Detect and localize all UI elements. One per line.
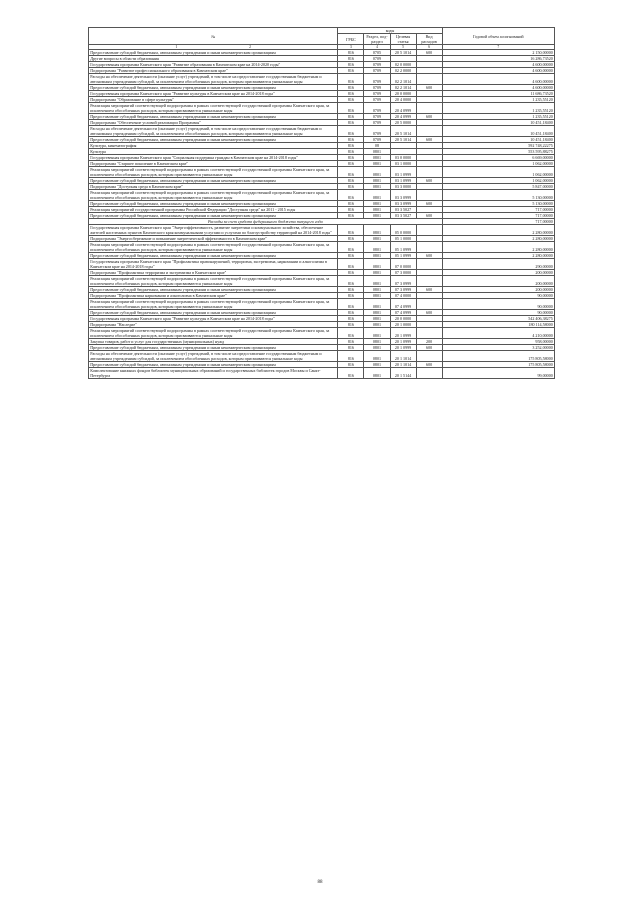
cell-grbs: 816 xyxy=(338,149,364,155)
cell-name: Реализация мероприятий соответствующей подпрограммы в рамках соответствующей государственной программы Камчатского края, за исключением обособленных расходов, которым присваиваются уникальные коды xyxy=(89,190,338,201)
cell-amount: 717,00000 xyxy=(442,213,554,219)
cell-target-article: 05 1 0999 xyxy=(390,253,416,259)
cell-target-article: 20 5 1014 xyxy=(390,50,416,56)
cell-name: Предоставление субсидий бюджетным, автономным учреждениям и иным некоммерческим организациям xyxy=(89,114,338,120)
cell-expense-type xyxy=(416,276,442,287)
cell-target-article: 20 1 5144 xyxy=(390,368,416,379)
cell-grbs: 816 xyxy=(338,299,364,310)
cell-target-article: 20 1 0999 xyxy=(390,345,416,351)
cell-grbs: 816 xyxy=(338,62,364,68)
cell-grbs: 816 xyxy=(338,155,364,161)
cell-section: 0801 xyxy=(364,345,390,351)
cell-section: 0709 xyxy=(364,120,390,126)
cell-grbs: 816 xyxy=(338,68,364,74)
cell-grbs: 816 xyxy=(338,207,364,213)
cell-section: 0801 xyxy=(364,201,390,207)
cell-expense-type: 600 xyxy=(416,114,442,120)
cell-target-article: 03 3 5027 xyxy=(390,207,416,213)
cell-name: Предоставление субсидий бюджетным, автономным учреждениям и иным некоммерческим организациям xyxy=(89,345,338,351)
cell-section: 0801 xyxy=(364,368,390,379)
cell-grbs: 816 xyxy=(338,259,364,270)
cell-name: Подпрограмма "Развитие профессионального образования в Камчатском крае" xyxy=(89,68,338,74)
cell-target-article: 20 1 1014 xyxy=(390,351,416,362)
cell-section: 0801 xyxy=(364,236,390,242)
cell-amount: 10 451,18400 xyxy=(442,126,554,137)
cell-expense-type: 600 xyxy=(416,201,442,207)
cell-name: Реализация мероприятий соответствующей подпрограммы в рамках соответствующей государственной программы Камчатского края, за исключением обособленных расходов, которым присваиваются уникальные коды xyxy=(89,276,338,287)
cell-expense-type xyxy=(416,242,442,253)
cell-target-article: 03 1 0999 xyxy=(390,167,416,178)
cell-target-article: 20 1 0000 xyxy=(390,322,416,328)
cell-grbs: 816 xyxy=(338,287,364,293)
cell-name: Предоставление субсидий бюджетным, автономным учреждениям и иным некоммерческим организациям xyxy=(89,310,338,316)
cell-section: 0801 xyxy=(364,316,390,322)
cell-grbs: 816 xyxy=(338,293,364,299)
cell-expense-type xyxy=(416,103,442,114)
cell-name: Подпрограмма "Обеспечение условий реализации Программы" xyxy=(89,120,338,126)
cell-amount: 1 235,55120 xyxy=(442,114,554,120)
cell-section: 0801 xyxy=(364,259,390,270)
cell-section: 0801 xyxy=(364,161,390,167)
cell-amount: 2 280,00000 xyxy=(442,242,554,253)
cell-target-article: 20 5 0000 xyxy=(390,120,416,126)
cell-amount: 4 600,00000 xyxy=(442,62,554,68)
cell-section: 0801 xyxy=(364,299,390,310)
table-row xyxy=(89,299,555,310)
cell-amount: 4 600,00000 xyxy=(442,74,554,85)
cell-expense-type: 600 xyxy=(416,213,442,219)
cell-expense-type xyxy=(416,259,442,270)
cell-section: 0801 xyxy=(364,149,390,155)
cell-amount: 2 150,00000 xyxy=(442,50,554,56)
table-row xyxy=(89,259,555,270)
cell-amount: 180 114,58000 xyxy=(442,322,554,328)
cell-grbs: 816 xyxy=(338,103,364,114)
cell-name: Культура xyxy=(89,149,338,155)
cell-name: Культура, кинематография xyxy=(89,143,338,149)
cell-target-article: 20 4 0999 xyxy=(390,114,416,120)
cell-name: Реализация мероприятий государственной программы Российской Федерации "Доступная среда" на 2011 - 2015 годы xyxy=(89,207,338,213)
cell-grbs: 816 xyxy=(338,276,364,287)
cell-section: 0801 xyxy=(364,242,390,253)
cell-target-article: 20 5 1014 xyxy=(390,137,416,143)
cell-section: 0801 xyxy=(364,287,390,293)
cell-grbs: 816 xyxy=(338,114,364,120)
cell-grbs: 816 xyxy=(338,56,364,62)
cell-grbs: 816 xyxy=(338,253,364,259)
cell-expense-type: 600 xyxy=(416,137,442,143)
cell-target-article: 03 3 0000 xyxy=(390,184,416,190)
cell-amount: 90,00000 xyxy=(442,293,554,299)
cell-section: 0705 xyxy=(364,50,390,56)
cell-amount: 4 210,00000 xyxy=(442,328,554,339)
header-section: Раздел, под-раздел xyxy=(364,34,390,45)
column-index: 7 xyxy=(442,45,554,50)
cell-grbs: 816 xyxy=(338,126,364,137)
cell-expense-type: 200 xyxy=(416,339,442,345)
column-index: 1 2 xyxy=(89,45,338,50)
cell-amount: 90,00000 xyxy=(442,299,554,310)
table-row xyxy=(89,74,555,85)
cell-amount: 553 595,88275 xyxy=(442,149,554,155)
column-index: 4 xyxy=(364,45,390,50)
cell-amount: 5 847,00000 xyxy=(442,184,554,190)
cell-amount: 200,00000 xyxy=(442,276,554,287)
cell-target-article: 03 1 0999 xyxy=(390,178,416,184)
cell-grbs: 816 xyxy=(338,137,364,143)
cell-amount: 5 130,00000 xyxy=(442,190,554,201)
cell-name: Комплектование книжных фондов библиотек муниципальных образований и государственных библиотек городов Москвы и Санкт-Петербурга xyxy=(89,368,338,379)
cell-expense-type xyxy=(416,368,442,379)
cell-name: Государственная программа Камчатского края "Развитие культуры в Камчатском крае на 2014-2018 годы" xyxy=(89,91,338,97)
cell-section: 0709 xyxy=(364,91,390,97)
cell-target-article: 05 0 0000 xyxy=(390,225,416,236)
cell-name: Государственная программа Камчатского края "Профилактика правонарушений, терроризма, экстремизма, наркомании и алкоголизма в Камчатском крае на 2014-2018 годы" xyxy=(89,259,338,270)
cell-amount: 4 600,00000 xyxy=(442,85,554,91)
cell-target-article: 03 1 0000 xyxy=(390,161,416,167)
cell-amount: 10 451,18400 xyxy=(442,137,554,143)
cell-expense-type xyxy=(416,167,442,178)
cell-grbs: 816 xyxy=(338,368,364,379)
header-codes: коды xyxy=(338,28,442,34)
cell-target-article: 02 2 1014 xyxy=(390,85,416,91)
cell-target-article: 20 4 0999 xyxy=(390,103,416,114)
cell-amount: 200,00000 xyxy=(442,287,554,293)
cell-section: 0801 xyxy=(364,213,390,219)
cell-section: 0709 xyxy=(364,114,390,120)
cell-name: Предоставление субсидий бюджетным, автономным учреждениям и иным некоммерческим организациям xyxy=(89,253,338,259)
cell-section: 0709 xyxy=(364,85,390,91)
budget-table xyxy=(88,27,555,379)
cell-name: Государственная программа Камчатского края "Развитие культуры в Камчатском крае на 2014-2018 годы" xyxy=(89,316,338,322)
cell-expense-type: 600 xyxy=(416,253,442,259)
cell-section: 0801 xyxy=(364,270,390,276)
table-header-row xyxy=(89,28,555,34)
cell-name: Расходы на обеспечение деятельности (оказание услуг) учреждений, в том числе на предоставление государственным бюджетным и автономным учреждениям субсидий, за исключением обособленных расходов, которым присваиваются уникальные коды xyxy=(89,74,338,85)
header-annual-amount: Годовой объем ассигнований xyxy=(442,28,554,45)
cell-section: 0801 xyxy=(364,253,390,259)
cell-expense-type: 600 xyxy=(416,287,442,293)
table-row xyxy=(89,276,555,287)
cell-expense-type: 600 xyxy=(416,362,442,368)
cell-target-article: 03 0 0000 xyxy=(390,155,416,161)
column-index: 3 xyxy=(338,45,364,50)
cell-target-article: 03 3 0999 xyxy=(390,201,416,207)
cell-amount: 3 252,00000 xyxy=(442,345,554,351)
cell-grbs: 816 xyxy=(338,270,364,276)
table-row xyxy=(89,190,555,201)
cell-section: 0709 xyxy=(364,74,390,85)
cell-section: 0709 xyxy=(364,103,390,114)
cell-name: Реализация мероприятий соответствующей подпрограммы в рамках соответствующей государственной программы Камчатского края, за исключением обособленных расходов, которым присваиваются уникальные коды xyxy=(89,242,338,253)
table-row xyxy=(89,368,555,379)
cell-target-article: 05 1 0000 xyxy=(390,236,416,242)
header-target-article: Целевая статья xyxy=(390,34,416,45)
cell-section: 0801 xyxy=(364,328,390,339)
cell-target-article: 20 5 1014 xyxy=(390,126,416,137)
cell-grbs: 816 xyxy=(338,362,364,368)
cell-amount: 10 451,18400 xyxy=(442,120,554,126)
cell-name: Расходы на обеспечение деятельности (оказание услуг) учреждений, в том числе на предоставление государственным бюджетным и автономным учреждениям субсидий, за исключением обособленных расходов, которым присваиваются уникальные коды xyxy=(89,126,338,137)
cell-name: Подпрограмма "Наследие" xyxy=(89,322,338,328)
cell-name: Подпрограмма "Образование в сфере культуры" xyxy=(89,97,338,103)
cell-grbs: 816 xyxy=(338,190,364,201)
cell-section: 0801 xyxy=(364,225,390,236)
cell-grbs: 816 xyxy=(338,345,364,351)
cell-grbs: 816 xyxy=(338,97,364,103)
cell-amount: 175 805,58000 xyxy=(442,351,554,362)
cell-section: 0709 xyxy=(364,62,390,68)
cell-section: 0709 xyxy=(364,137,390,143)
cell-name: Подпрограмма "Профилактика наркомании и алкоголизма в Камчатском крае" xyxy=(89,293,338,299)
table-row xyxy=(89,242,555,253)
cell-grbs: 816 xyxy=(338,351,364,362)
cell-expense-type xyxy=(416,351,442,362)
cell-expense-type: 600 xyxy=(416,345,442,351)
page-number: 88 xyxy=(317,880,323,885)
cell-target-article: 07 3 0000 xyxy=(390,270,416,276)
cell-section: 0709 xyxy=(364,56,390,62)
table-row xyxy=(89,225,555,236)
cell-section: 0801 xyxy=(364,351,390,362)
cell-grbs: 816 xyxy=(338,328,364,339)
cell-target-article: 20 0 0000 xyxy=(390,91,416,97)
cell-amount: 2 280,00000 xyxy=(442,225,554,236)
cell-name: Предоставление субсидий бюджетным, автономным учреждениям и иным некоммерческим организациям xyxy=(89,50,338,56)
cell-section: 0801 xyxy=(364,178,390,184)
cell-grbs: 816 xyxy=(338,225,364,236)
cell-section: 0801 xyxy=(364,276,390,287)
cell-expense-type xyxy=(416,225,442,236)
cell-name: Реализация мероприятий соответствующей подпрограммы в рамках соответствующей государственной программы Камчатского края, за исключением обособленных расходов, которым присваиваются уникальные коды xyxy=(89,328,338,339)
cell-grbs: 816 xyxy=(338,310,364,316)
cell-target-article: 20 4 0000 xyxy=(390,97,416,103)
cell-grbs: 816 xyxy=(338,161,364,167)
cell-target-article: 20 1 1014 xyxy=(390,362,416,368)
cell-grbs: 816 xyxy=(338,120,364,126)
cell-section: 0801 xyxy=(364,207,390,213)
cell-section: 0801 xyxy=(364,362,390,368)
cell-section: 0709 xyxy=(364,97,390,103)
cell-target-article: 05 1 0999 xyxy=(390,242,416,253)
cell-name: Предоставление субсидий бюджетным, автономным учреждениям и иным некоммерческим организациям xyxy=(89,178,338,184)
cell-grbs: 816 xyxy=(338,201,364,207)
cell-amount: 4 600,00000 xyxy=(442,68,554,74)
cell-section: 0801 xyxy=(364,310,390,316)
cell-name: Предоставление субсидий бюджетным, автономным учреждениям и иным некоммерческим организациям xyxy=(89,137,338,143)
cell-expense-type xyxy=(416,328,442,339)
cell-expense-type xyxy=(416,299,442,310)
cell-section: 0801 xyxy=(364,322,390,328)
cell-target-article: 07 0 0000 xyxy=(390,259,416,270)
cell-amount: 90,00000 xyxy=(442,310,554,316)
cell-amount: 11 686,73520 xyxy=(442,91,554,97)
cell-name: Подпрограмма "Профилактика терроризма и экстремизма в Камчатском крае" xyxy=(89,270,338,276)
cell-amount: 5 130,00000 xyxy=(442,201,554,207)
cell-name: Предоставление субсидий бюджетным, автономным учреждениям и иным некоммерческим организациям xyxy=(89,287,338,293)
table-row xyxy=(89,167,555,178)
cell-amount: 6 669,00000 xyxy=(442,155,554,161)
row-note: Расходы за счет средств федерального бюджета текущего года xyxy=(89,219,443,225)
cell-target-article: 03 3 0999 xyxy=(390,190,416,201)
cell-target-article: 02 2 1014 xyxy=(390,74,416,85)
cell-grbs: 816 xyxy=(338,50,364,56)
cell-grbs: 816 xyxy=(338,322,364,328)
cell-name: Закупка товаров, работ и услуг для государственных (муниципальных) нужд xyxy=(89,339,338,345)
cell-amount: 1 062,00000 xyxy=(442,167,554,178)
cell-section: 0801 xyxy=(364,293,390,299)
cell-amount: 717,00000 xyxy=(442,207,554,213)
cell-section: 0709 xyxy=(364,68,390,74)
cell-amount: 542 406,38275 xyxy=(442,316,554,322)
header-number: № xyxy=(89,28,338,45)
cell-expense-type xyxy=(416,74,442,85)
cell-amount: 2 280,00000 xyxy=(442,236,554,242)
header-expense-type: Вид расходов xyxy=(416,34,442,45)
cell-amount: 1 235,55120 xyxy=(442,97,554,103)
cell-grbs: 816 xyxy=(338,74,364,85)
cell-name: Реализация мероприятий соответствующей подпрограммы в рамках соответствующей государственной программы Камчатского края, за исключением обособленных расходов, которым присваиваются уникальные коды xyxy=(89,299,338,310)
cell-name: Предоставление субсидий бюджетным, автономным учреждениям и иным некоммерческим организациям xyxy=(89,201,338,207)
cell-name: Государственная программа Камчатского края "Развитие образования в Камчатском крае на 2014-2020 годы" xyxy=(89,62,338,68)
cell-expense-type xyxy=(416,190,442,201)
cell-grbs: 816 xyxy=(338,184,364,190)
cell-amount: 290,00000 xyxy=(442,259,554,270)
cell-grbs: 816 xyxy=(338,213,364,219)
header-grbs: ГРБС xyxy=(338,34,364,45)
table-row xyxy=(89,103,555,114)
table-row xyxy=(89,328,555,339)
cell-amount: 592 748,22275 xyxy=(442,143,554,149)
cell-name: Государственная программа Камчатского края "Энергоэффективность, развитие энергетики и коммунального хозяйства, обеспечение жителей населенных пунктов Камчатского края коммунальными услугами и услугами по благоустройству территорий на 2014-2018 годы" xyxy=(89,225,338,236)
cell-amount: 16 286,73520 xyxy=(442,56,554,62)
cell-target-article: 03 3 5027 xyxy=(390,213,416,219)
cell-name: Предоставление субсидий бюджетным, автономным учреждениям и иным некоммерческим организациям xyxy=(89,213,338,219)
cell-target-article: 02 2 0000 xyxy=(390,68,416,74)
cell-amount: 1 062,00000 xyxy=(442,161,554,167)
cell-name: Расходы на обеспечение деятельности (оказание услуг) учреждений, в том числе на предоставление государственным бюджетным и автономным учреждениям субсидий, за исключением обособленных расходов, которым присваиваются уникальные коды xyxy=(89,351,338,362)
table-body xyxy=(89,50,555,379)
cell-section: 08 xyxy=(364,143,390,149)
cell-section: 0801 xyxy=(364,155,390,161)
cell-target-article: 07 3 0999 xyxy=(390,287,416,293)
cell-expense-type: 600 xyxy=(416,85,442,91)
cell-grbs: 816 xyxy=(338,85,364,91)
cell-expense-type xyxy=(416,126,442,137)
cell-amount: 717,00000 xyxy=(442,219,554,225)
cell-amount: 99,00000 xyxy=(442,368,554,379)
cell-section: 0801 xyxy=(364,190,390,201)
cell-name: Предоставление субсидий бюджетным, автономным учреждениям и иным некоммерческим организациям xyxy=(89,362,338,368)
cell-target-article: 07 3 0999 xyxy=(390,276,416,287)
cell-amount: 1 062,00000 xyxy=(442,178,554,184)
cell-grbs: 816 xyxy=(338,242,364,253)
cell-section: 0801 xyxy=(364,339,390,345)
cell-expense-type: 600 xyxy=(416,178,442,184)
cell-grbs: 816 xyxy=(338,167,364,178)
cell-grbs: 816 xyxy=(338,316,364,322)
cell-name: Подпрограмма "Старшее поколение в Камчатском крае" xyxy=(89,161,338,167)
cell-grbs: 816 xyxy=(338,236,364,242)
cell-target-article: 07 4 0999 xyxy=(390,299,416,310)
cell-section: 0801 xyxy=(364,167,390,178)
cell-target-article: 02 0 0000 xyxy=(390,62,416,68)
cell-target-article: 07 4 0999 xyxy=(390,310,416,316)
table-row xyxy=(89,126,555,137)
cell-grbs: 816 xyxy=(338,143,364,149)
cell-name: Подпрограмма "Энергосбережение и повышение энергетической эффективности в Камчатском крае" xyxy=(89,236,338,242)
cell-section: 0709 xyxy=(364,126,390,137)
cell-section: 0801 xyxy=(364,184,390,190)
cell-name: Другие вопросы в области образования xyxy=(89,56,338,62)
cell-expense-type: 600 xyxy=(416,50,442,56)
cell-name: Реализация мероприятий соответствующей подпрограммы в рамках соответствующей государственной программы Камчатского края, за исключением обособленных расходов, которым присваиваются уникальные коды xyxy=(89,167,338,178)
cell-name: Предоставление субсидий бюджетным, автономным учреждениям и иным некоммерческим организациям xyxy=(89,85,338,91)
cell-grbs: 816 xyxy=(338,91,364,97)
cell-name: Государственная программа Камчатского края "Социальная поддержка граждан в Камчатском крае на 2014-2018 годы" xyxy=(89,155,338,161)
cell-name: Подпрограмма "Доступная среда в Камчатском крае" xyxy=(89,184,338,190)
cell-grbs: 816 xyxy=(338,178,364,184)
column-index: 6 xyxy=(416,45,442,50)
cell-target-article: 20 1 0999 xyxy=(390,339,416,345)
column-index: 5 xyxy=(390,45,416,50)
table-row xyxy=(89,351,555,362)
cell-amount: 175 805,58000 xyxy=(442,362,554,368)
cell-expense-type: 600 xyxy=(416,310,442,316)
cell-target-article: 07 4 0000 xyxy=(390,293,416,299)
cell-target-article: 20 0 0000 xyxy=(390,316,416,322)
cell-amount: 200,00000 xyxy=(442,270,554,276)
cell-target-article: 20 1 0999 xyxy=(390,328,416,339)
cell-grbs: 816 xyxy=(338,339,364,345)
cell-amount: 958,00000 xyxy=(442,339,554,345)
cell-amount: 1 235,55120 xyxy=(442,103,554,114)
cell-amount: 2 280,00000 xyxy=(442,253,554,259)
cell-name: Реализация мероприятий соответствующей подпрограммы в рамках соответствующей государственной программы Камчатского края, за исключением обособленных расходов, которым присваиваются уникальные коды xyxy=(89,103,338,114)
